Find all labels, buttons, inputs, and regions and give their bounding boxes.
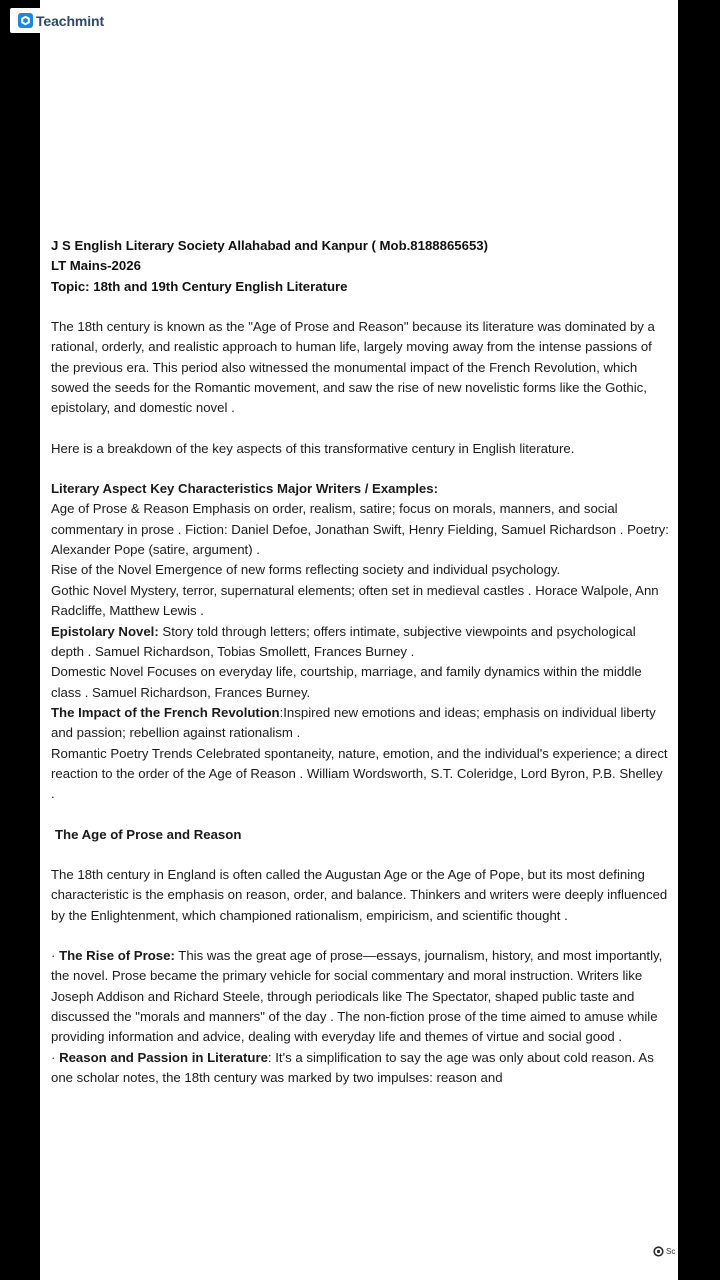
table-row-epistolary (51, 622, 669, 663)
breakdown-paragraph: Here is a breakdown of the key aspects of this transformative century in English literature. (51, 440, 575, 456)
french-revolution-text: :Inspired new emotions and ideas; emphasis on individual liberty and passion; rebellion against rationalism . (51, 704, 656, 741)
table-row-french-revolution (51, 703, 669, 744)
section-title: The Age of Prose and Reason (55, 826, 242, 842)
french-revolution-label: The Impact of the French Revolution (51, 704, 280, 720)
exam-heading: LT Mains-2026 (51, 258, 141, 274)
table-row-gothic: Gothic Novel Mystery, terror, supernatural elements; often set in medieval castles . Horace Walpole, Ann Radcliffe, Matthew Lewis . (51, 582, 659, 619)
reason-passion-text: : It's a simplification to say the age was only about cold reason. As one scholar notes, the 18th century was marked by two impulses: reason and (51, 1049, 654, 1086)
bullet-rise-of-prose (51, 946, 669, 1048)
rise-of-prose-text: This was the great age of prose—essays, journalism, history, and most importantly, the novel. Prose became the primary vehicle for social commentary and moral instruction. Writers like Joseph Addison and Richard Steele, through periodicals like The Spectator, shaped public taste and discussed the "morals and manners" of the day . The non-fiction prose of the time aimed to amuse while providing information and advice, dealing with everyday life and themes of virtue and social good . (51, 947, 663, 1045)
intro-paragraph: The 18th century is known as the "Age of Prose and Reason" because its literature was dominated by a rational, orderly, and realistic approach to human life, largely moving away from the intense passions of the previous era. This period also witnessed the monumental impact of the French Revolution, which sowed the seeds for the Romantic movement, and saw the rise of new novelistic forms like the Gothic, epistolary, and domestic novel . (51, 319, 655, 416)
table-heading: Literary Aspect Key Characteristics Major Writers / Examples: (51, 481, 438, 497)
record-icon (653, 1246, 664, 1257)
section-paragraph: The 18th century in England is often called the Augustan Age or the Age of Pope, but its most defining characteristic is the emphasis on reason, order, and balance. Thinkers and writers were deeply influenced by the Enlightenment, which championed rationalism, empiricism, and scientific thought . (51, 866, 668, 923)
reason-passion-label: Reason and Passion in Literature (59, 1049, 268, 1065)
table-row-romantic: Romantic Poetry Trends Celebrated spontaneity, nature, emotion, and the individual's experience; a direct reaction to the order of the Age of Reason . William Wordsworth, S.T. Coleridge, Lord Byron, P.B. Shelley . (51, 745, 668, 802)
rise-of-prose-label: The Rise of Prose: (59, 947, 175, 963)
bullet-dot: · (51, 947, 60, 963)
document-body (51, 236, 669, 1088)
corner-widget[interactable] (653, 1246, 675, 1257)
society-heading: J S English Literary Society Allahabad and Kanpur ( Mob.8188865653) (51, 238, 489, 253)
table-row-prose-reason: Age of Prose & Reason Emphasis on order, realism, satire; focus on morals, manners, and social commentary in prose . Fiction: Daniel Defoe, Jonathan Swift, Henry Fielding, Samuel Richardson . Poetry: Alexander Pope (satire, argument) . (51, 501, 669, 558)
bullet-reason-passion (51, 1048, 669, 1089)
teachmint-logo-icon (18, 13, 33, 28)
brand-name: Teachmint (36, 12, 105, 29)
corner-label: Sc (666, 1247, 676, 1256)
epistolary-text: Story told through letters; offers intimate, subjective viewpoints and psychological depth . Samuel Richardson, Tobias Smollett, Frances Burney . (51, 623, 636, 659)
bullet-dot: · (51, 1049, 60, 1065)
topic-heading: Topic: 18th and 19th Century English Literature (51, 278, 348, 294)
table-row-rise-novel: Rise of the Novel Emergence of new forms reflecting society and individual psychology. (51, 562, 561, 578)
epistolary-label: Epistolary Novel: (51, 623, 159, 639)
teachmint-watermark (10, 8, 112, 33)
document-page[interactable] (40, 0, 678, 1280)
table-row-domestic: Domestic Novel Focuses on everyday life, courtship, marriage, and family dynamics within the middle class . Samuel Richardson, Frances Burney. (51, 664, 642, 700)
